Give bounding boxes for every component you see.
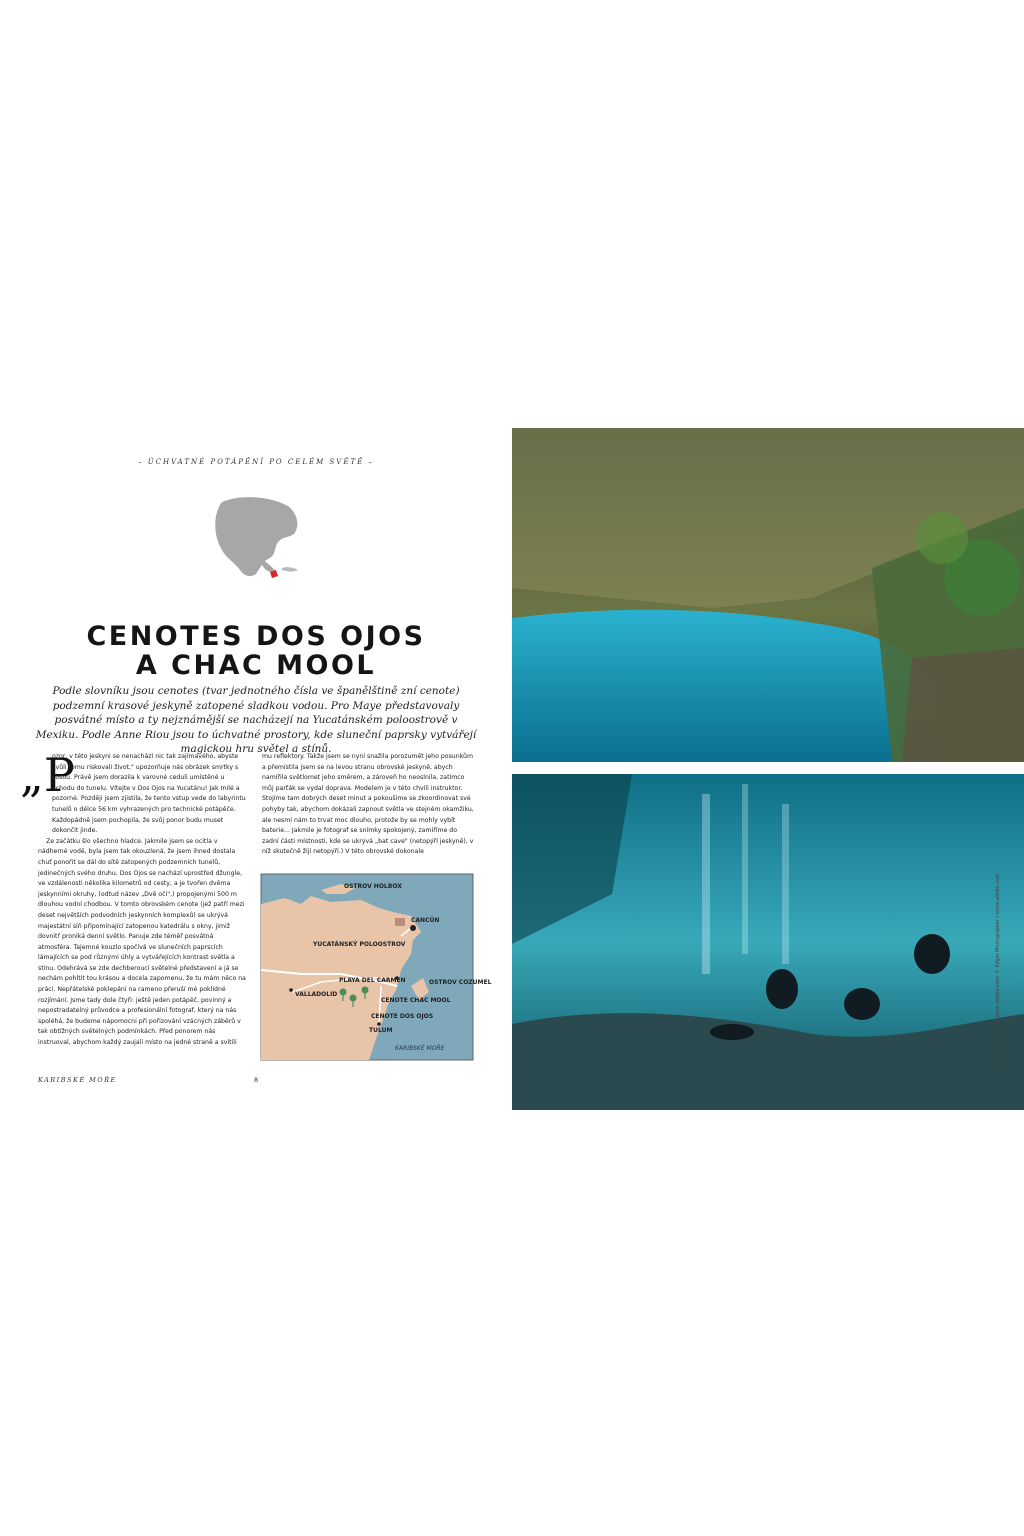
article-title [40, 622, 472, 680]
map-label-playa: PLAYA DEL CARMEN [339, 977, 406, 984]
north-america-locator-map [200, 492, 310, 592]
footer-section: KARIBSKÉ MOŘE [38, 1076, 117, 1084]
map-label-sea: KARIBSKÉ MOŘE [395, 1045, 445, 1052]
map-label-cancun: CANCÚN [411, 917, 440, 924]
divers-underwater-photo [512, 774, 1024, 1110]
article-lead: Podle slovníku jsou cenotes (tvar jednotného čísla ve španělštině zní cenote) podzemní krasové jeskyně zatopené sladkou vodou. Pro Maye představovaly posvátné místo a ty nejznámější se nacházejí na Yucatánském poloostrově v Mexiku. Podle Anne Riou jsou to úchvatné prostory, kde sluneční paprsky vytvářejí magickou hru světel a stínů. [35, 685, 477, 755]
paragraph-3: mu reflektory. Takže jsem se nyní snažila porozumět jeho posunkům a přemístila jsem se na levou stranu obrovské jeskyně, abych namířila světlomet jeho směrem, a zároveň ho neoslnila, zatímco můj parťák se vydal doprava. Modelem je v této chvíli instruktor. Stojíme tam dobrých deset minut a pokoušíme se zkoordinovat své pohyby tak, abychom dokázali zapnout světla ve stejném okamžiku, ale nesmí nám to trvat moc dlouho, protože by se mohly vybít baterie... Jakmile je fotograf se snímky spokojený, zamíříme do zadní části místnosti, kde se ukrývá „bat cave" (netopýří jeskyně), v níž skutečně žijí netopýři.) V této obrovské dokonale [262, 753, 474, 856]
map-label-valladolid: VALLADOLID [295, 991, 338, 998]
map-label-dos-ojos: CENOTE DOS OJOS [371, 1013, 434, 1020]
map-label-tulum: TULUM [369, 1027, 393, 1034]
paragraph-1: ozor, v této jeskyni se nenachází nic tak zajímavého, abyste kvůli tomu riskovali život," upozorňuje nás obrázek smrtky s kosou. Právě jsem dorazila k varovné ceduli umístěné u vchodu do tunelu. Vítejte v Dos Ojos na Yucatánu! Jak milé a pozorné. Později jsem zjistila, že tento vstup vede do labyrintu tunelů o délce 56 km vyhrazených pro technické potápěče. Každopádně jsem pochopila, že svůj ponor budu muset dokončit jinde. [52, 753, 246, 835]
yucatan-map [261, 874, 492, 1060]
paragraph-2: Ze začátku šlo všechno hladce. Jakmile jsem se ocitla v nádherné vodě, byla jsem tak okouzlená, že jsem ihned dostala chuť ponořit se dál do sítě zatopených podzemních tunelů, jedinečných svého druhu. Dos Ojos se nachází uprostřed džungle, ve vzdálenosti několika kilometrů od cesty, a je tvořen dvěma jeskynními okruhy, (odtud název „Dvě oči",) propojenými 500 m dlouhou vodní chodbou. V tomto obrovském cenote (jež patří mezi deset největších podvodních jeskynních komplexů) se ukrývá majestátní síň připomínající zatopenou katedrálu s okny, jimiž dovnitř proniká denní světlo. Panuje zde téměř posvátná atmosféra. Tajemné kouzlo spočívá ve slunečních paprscích lámajících se pod různými úhly a vytvářejících kontrast světla a stínu. Odehrává se zde dechberoucí světelné představení a já se nechám pohltit tou krásou a docela zapomenu, že tu mám něco na práci. Nepřátelské poklepání na rameno přeruší mé poklidné rozjímání. Jsme tady dole čtyři: ještě jeden potápěč, povinný a nepostradatelný průvodce a profesionální fotograf, který na nás spoléhá, že budeme nápomocni při pořizování vzácných záběrů v tak obtížných světelných podmínkách. Před ponorem nás instruoval, abychom každý zaujali místo na jedné straně a svítili [38, 837, 246, 1047]
page-number: 8 [254, 1076, 259, 1084]
map-label-peninsula: YUCATÁNSKÝ POLOOSTROV [313, 941, 406, 948]
title-line-1: CENOTES DOS OJOS [86, 621, 426, 652]
title-line-2: A CHAC MOOL [135, 650, 377, 681]
drop-cap: „P [20, 748, 75, 802]
cenote-cave-photo [512, 428, 1024, 762]
body-column-1 [38, 752, 248, 1049]
section-kicker: – ÚCHVATNÉ POTÁPĚNÍ PO CELÉM SVĚTĚ – [138, 458, 374, 466]
map-label-holbox: OSTROV HOLBOX [344, 883, 402, 890]
right-page [512, 0, 1024, 1536]
body-column-2 [262, 752, 474, 858]
map-label-cozumel: OSTROV COZUMEL [429, 979, 492, 986]
photo-credits: © Simon Dannhauer / stock.adobe.com; © Edgar Photographer / stock.adobe.com [996, 873, 1001, 1072]
map-label-chac-mool: CENOTE CHAC MOOL [381, 997, 451, 1004]
